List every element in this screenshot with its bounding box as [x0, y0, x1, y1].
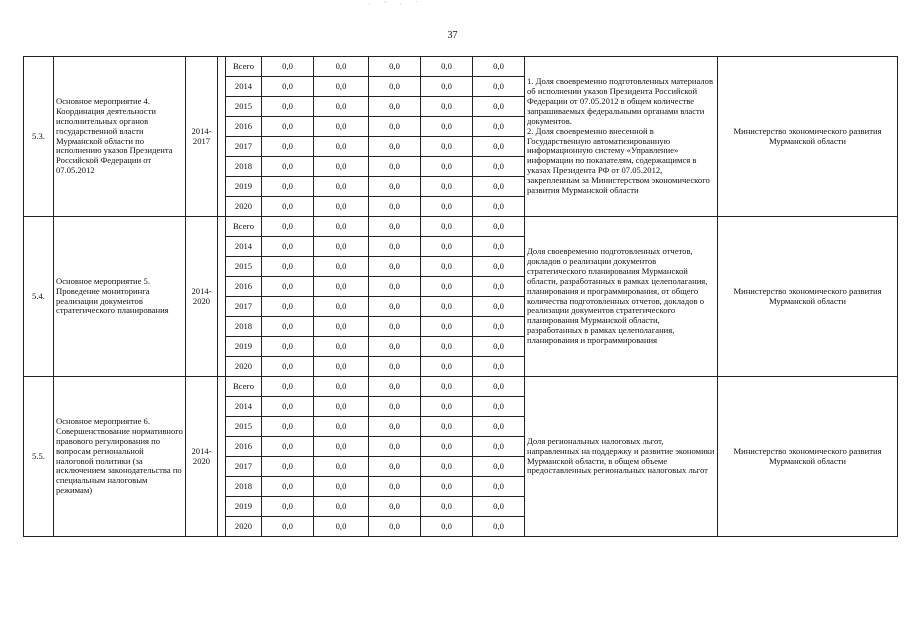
funding-value: 0,0	[473, 97, 525, 117]
year-cell: 2017	[226, 137, 262, 157]
year-cell: 2020	[226, 517, 262, 537]
funding-value: 0,0	[314, 477, 369, 497]
funding-value: 0,0	[421, 417, 473, 437]
funding-value: 0,0	[262, 357, 314, 377]
funding-value: 0,0	[262, 197, 314, 217]
funding-value: 0,0	[369, 397, 421, 417]
funding-value: 0,0	[421, 497, 473, 517]
funding-value: 0,0	[421, 477, 473, 497]
funding-value: 0,0	[314, 317, 369, 337]
funding-value: 0,0	[369, 477, 421, 497]
funding-value: 0,0	[473, 197, 525, 217]
funding-value: 0,0	[262, 397, 314, 417]
funding-value: 0,0	[262, 277, 314, 297]
activity-name: Основное мероприятие 5. Проведение мониторинга реализации документов стратегического планирования	[54, 217, 186, 377]
executor: Министерство экономического развития Мурманской области	[718, 217, 898, 377]
executor: Министерство экономического развития Мурманской области	[718, 57, 898, 217]
funding-value: 0,0	[473, 177, 525, 197]
funding-value: 0,0	[314, 217, 369, 237]
funding-value: 0,0	[421, 137, 473, 157]
funding-value: 0,0	[369, 157, 421, 177]
funding-value: 0,0	[314, 57, 369, 77]
funding-value: 0,0	[369, 437, 421, 457]
scan-artifact: · ˊ · ˊ	[368, 0, 421, 9]
item-number: 5.3.	[24, 57, 54, 217]
funding-value: 0,0	[262, 497, 314, 517]
funding-value: 0,0	[421, 337, 473, 357]
indicator-text: 1. Доля своевременно подготовленных материалов об исполнении указов Президента Российской Федерации от 07.05.2012 в общем количестве запрашиваемых федеральными органами власти документов. 2. Доля своевременно внесенной в Государственную автоматизированную информационную систему «Управление» информации по показателям, содержащимся в указах Президента РФ от 07.05.2012, закрепленным за Министерством экономического развития Мурманской области	[525, 57, 718, 217]
page-number: 37	[447, 30, 458, 41]
funding-value: 0,0	[369, 277, 421, 297]
funding-value: 0,0	[421, 357, 473, 377]
year-cell: 2016	[226, 117, 262, 137]
funding-value: 0,0	[314, 337, 369, 357]
funding-value: 0,0	[421, 77, 473, 97]
funding-value: 0,0	[369, 117, 421, 137]
funding-value: 0,0	[262, 257, 314, 277]
funding-value: 0,0	[369, 457, 421, 477]
funding-value: 0,0	[473, 417, 525, 437]
funding-value: 0,0	[262, 177, 314, 197]
item-number: 5.4.	[24, 217, 54, 377]
year-cell: 2014	[226, 237, 262, 257]
funding-value: 0,0	[421, 117, 473, 137]
funding-value: 0,0	[473, 57, 525, 77]
indicator-text: Доля своевременно подготовленных отчетов, докладов о реализации документов стратегического планирования Мурманской области, разработанных в рамках целеполагания, планирования и программирования, от общего количества подготовленных отчетов, докладов о реализации документов стратегического планирования Мурманской области, разработанных в рамках целеполагания, планирования и программирования	[525, 217, 718, 377]
funding-value: 0,0	[262, 337, 314, 357]
funding-value: 0,0	[421, 177, 473, 197]
funding-value: 0,0	[314, 157, 369, 177]
funding-value: 0,0	[473, 377, 525, 397]
funding-value: 0,0	[369, 497, 421, 517]
funding-value: 0,0	[473, 477, 525, 497]
funding-value: 0,0	[421, 457, 473, 477]
spacer-cell	[218, 57, 226, 217]
implementation-period: 2014- 2017	[186, 57, 218, 217]
funding-value: 0,0	[369, 97, 421, 117]
table-row	[24, 377, 898, 397]
funding-value: 0,0	[421, 57, 473, 77]
year-cell: 2020	[226, 357, 262, 377]
activity-name: Основное мероприятие 4. Координация деятельности исполнительных органов государственной власти Мурманской области по исполнению указов Президента Российской Федерации от 07.05.2012	[54, 57, 186, 217]
year-cell: 2020	[226, 197, 262, 217]
funding-value: 0,0	[369, 337, 421, 357]
funding-value: 0,0	[369, 77, 421, 97]
funding-value: 0,0	[262, 57, 314, 77]
funding-value: 0,0	[473, 357, 525, 377]
indicator-text: Доля региональных налоговых льгот, направленных на поддержку и развитие экономики Мурманской области, в общем объеме предоставленных региональных налоговых льгот	[525, 377, 718, 537]
funding-value: 0,0	[473, 137, 525, 157]
funding-value: 0,0	[314, 177, 369, 197]
funding-value: 0,0	[314, 297, 369, 317]
funding-value: 0,0	[314, 97, 369, 117]
year-cell: 2019	[226, 337, 262, 357]
funding-value: 0,0	[262, 417, 314, 437]
implementation-period: 2014- 2020	[186, 377, 218, 537]
funding-value: 0,0	[421, 197, 473, 217]
funding-value: 0,0	[262, 457, 314, 477]
funding-value: 0,0	[473, 457, 525, 477]
funding-value: 0,0	[369, 517, 421, 537]
table-row	[24, 217, 898, 237]
funding-value: 0,0	[369, 217, 421, 237]
table-row	[24, 57, 898, 77]
funding-value: 0,0	[314, 417, 369, 437]
funding-value: 0,0	[314, 377, 369, 397]
program-table	[23, 56, 898, 537]
year-cell: 2017	[226, 457, 262, 477]
funding-value: 0,0	[369, 417, 421, 437]
year-cell: 2014	[226, 77, 262, 97]
funding-value: 0,0	[421, 217, 473, 237]
year-cell: 2019	[226, 497, 262, 517]
funding-value: 0,0	[262, 117, 314, 137]
funding-value: 0,0	[262, 217, 314, 237]
funding-value: 0,0	[262, 317, 314, 337]
funding-value: 0,0	[314, 457, 369, 477]
year-cell: 2016	[226, 437, 262, 457]
year-cell: 2015	[226, 417, 262, 437]
funding-value: 0,0	[421, 297, 473, 317]
funding-value: 0,0	[369, 57, 421, 77]
funding-value: 0,0	[473, 297, 525, 317]
funding-value: 0,0	[262, 77, 314, 97]
year-cell: 2018	[226, 477, 262, 497]
funding-value: 0,0	[421, 257, 473, 277]
funding-value: 0,0	[262, 157, 314, 177]
funding-value: 0,0	[473, 217, 525, 237]
funding-value: 0,0	[369, 297, 421, 317]
activity-name: Основное мероприятие 6. Совершенствование нормативного правового регулирования по вопросам региональной налоговой политики (за исключением законодательства по специальным налоговым режимам)	[54, 377, 186, 537]
funding-value: 0,0	[421, 317, 473, 337]
funding-value: 0,0	[369, 237, 421, 257]
funding-value: 0,0	[314, 137, 369, 157]
funding-value: 0,0	[473, 277, 525, 297]
funding-value: 0,0	[421, 437, 473, 457]
spacer-cell	[218, 217, 226, 377]
funding-value: 0,0	[262, 237, 314, 257]
funding-value: 0,0	[314, 237, 369, 257]
funding-value: 0,0	[473, 317, 525, 337]
funding-value: 0,0	[369, 357, 421, 377]
funding-value: 0,0	[421, 277, 473, 297]
year-cell: 2018	[226, 317, 262, 337]
funding-value: 0,0	[262, 137, 314, 157]
funding-value: 0,0	[369, 137, 421, 157]
funding-value: 0,0	[314, 77, 369, 97]
year-cell: Всего	[226, 217, 262, 237]
funding-value: 0,0	[421, 157, 473, 177]
year-cell: 2018	[226, 157, 262, 177]
funding-value: 0,0	[473, 437, 525, 457]
funding-value: 0,0	[369, 377, 421, 397]
year-cell: 2015	[226, 97, 262, 117]
funding-value: 0,0	[314, 117, 369, 137]
funding-value: 0,0	[369, 197, 421, 217]
year-cell: Всего	[226, 377, 262, 397]
funding-value: 0,0	[473, 77, 525, 97]
funding-value: 0,0	[262, 297, 314, 317]
funding-value: 0,0	[421, 397, 473, 417]
year-cell: 2014	[226, 397, 262, 417]
spacer-cell	[218, 377, 226, 537]
funding-value: 0,0	[314, 197, 369, 217]
funding-value: 0,0	[473, 397, 525, 417]
funding-value: 0,0	[314, 257, 369, 277]
funding-value: 0,0	[369, 177, 421, 197]
funding-value: 0,0	[314, 437, 369, 457]
funding-value: 0,0	[262, 377, 314, 397]
funding-value: 0,0	[369, 317, 421, 337]
funding-value: 0,0	[262, 97, 314, 117]
funding-value: 0,0	[473, 257, 525, 277]
funding-value: 0,0	[473, 117, 525, 137]
funding-value: 0,0	[314, 277, 369, 297]
executor: Министерство экономического развития Мурманской области	[718, 377, 898, 537]
funding-value: 0,0	[314, 517, 369, 537]
funding-value: 0,0	[262, 477, 314, 497]
funding-value: 0,0	[314, 497, 369, 517]
funding-value: 0,0	[473, 337, 525, 357]
year-cell: Всего	[226, 57, 262, 77]
funding-value: 0,0	[314, 357, 369, 377]
funding-value: 0,0	[421, 517, 473, 537]
funding-value: 0,0	[262, 437, 314, 457]
funding-value: 0,0	[473, 497, 525, 517]
funding-value: 0,0	[369, 257, 421, 277]
funding-value: 0,0	[473, 517, 525, 537]
funding-value: 0,0	[421, 97, 473, 117]
funding-value: 0,0	[314, 397, 369, 417]
funding-value: 0,0	[473, 157, 525, 177]
year-cell: 2016	[226, 277, 262, 297]
year-cell: 2015	[226, 257, 262, 277]
implementation-period: 2014- 2020	[186, 217, 218, 377]
year-cell: 2017	[226, 297, 262, 317]
funding-value: 0,0	[262, 517, 314, 537]
funding-value: 0,0	[421, 377, 473, 397]
year-cell: 2019	[226, 177, 262, 197]
funding-value: 0,0	[473, 237, 525, 257]
item-number: 5.5.	[24, 377, 54, 537]
funding-value: 0,0	[421, 237, 473, 257]
